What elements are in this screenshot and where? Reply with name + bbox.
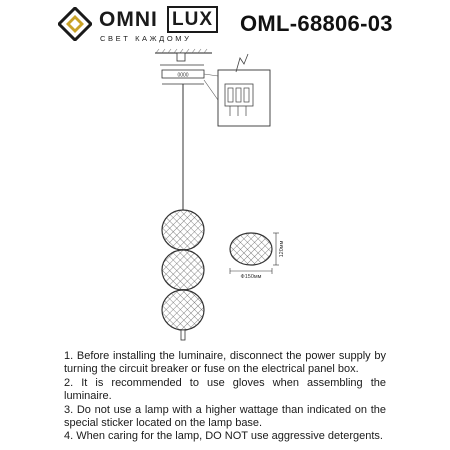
instruction-item: 2. It is recommended to use gloves when assembling the luminaire. bbox=[64, 376, 386, 403]
dimension-diameter: Ф150мм bbox=[240, 274, 262, 280]
model-number: OML-68806-03 bbox=[240, 11, 393, 36]
globe-detail bbox=[230, 233, 272, 265]
globe-top bbox=[162, 210, 204, 250]
safety-instructions bbox=[64, 350, 386, 444]
globe-middle bbox=[162, 250, 204, 290]
lamp-globes bbox=[162, 210, 204, 340]
brand-logo bbox=[58, 4, 218, 44]
globe-bottom bbox=[162, 290, 204, 330]
canopy-label: 0000 bbox=[177, 72, 189, 79]
wiring-detail bbox=[218, 54, 270, 126]
instruction-item: 3. Do not use a lamp with a higher wattage than indicated on the special sticker located on the lamp base. bbox=[64, 403, 386, 430]
detail-leader bbox=[204, 74, 218, 100]
brand-tagline: СВЕТ КАЖДОМУ bbox=[100, 34, 192, 43]
instruction-item: 1. Before installing the luminaire, disconnect the power supply by turning the circuit breaker or fuse on the electrical panel box. bbox=[64, 350, 386, 376]
ceiling bbox=[155, 49, 212, 53]
technical-drawing bbox=[0, 44, 450, 344]
brand-name-lux: LUX bbox=[167, 6, 218, 33]
dimension-height: 120мм bbox=[279, 240, 285, 258]
diamond-logo-icon bbox=[58, 7, 92, 41]
globe-dimension-view bbox=[230, 233, 285, 280]
header bbox=[0, 0, 450, 50]
instruction-item: 4. When caring for the lamp, DO NOT use aggressive detergents. bbox=[64, 430, 383, 443]
brand-name-omni: OMNI bbox=[99, 8, 158, 31]
canopy bbox=[160, 53, 204, 84]
